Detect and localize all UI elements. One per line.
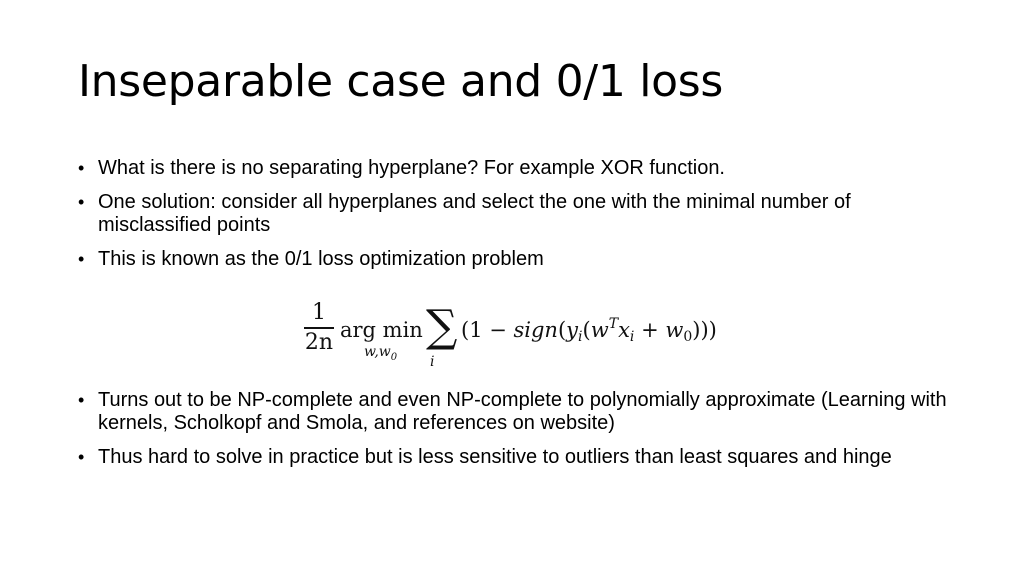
bullet-text: Thus hard to solve in practice but is less sensitive to outliers than least squares and hinge xyxy=(98,446,892,468)
argmin-subscript-index: 0 xyxy=(390,351,398,363)
bullet-dot: • xyxy=(78,249,85,269)
expr-w0: w xyxy=(665,318,684,342)
fraction-numerator: 1 xyxy=(312,300,326,325)
argmin-subscript-vars: w,w xyxy=(364,344,391,360)
sum-symbol: ∑ xyxy=(426,301,458,352)
bullet-text: Turns out to be NP-complete and even NP-complete to polynomially approximate (Learning with kernels, Scholkopf and Smola, and references on website) xyxy=(98,389,947,434)
loss-formula xyxy=(304,300,764,380)
bullet-list-bottom xyxy=(78,389,958,480)
expr-y-sub: i xyxy=(578,329,583,345)
expr-sign: sign xyxy=(513,318,558,342)
expr-paren: ( xyxy=(582,318,591,342)
bullet-item xyxy=(78,191,958,237)
argmin-subscript xyxy=(364,344,397,363)
expr-plus: + xyxy=(634,318,666,342)
expr-w: w xyxy=(590,318,609,342)
bullet-text: This is known as the 0/1 loss optimization problem xyxy=(98,248,544,270)
bullet-list-top xyxy=(78,157,958,282)
expr-x-sub: i xyxy=(629,329,635,345)
expr-y: y xyxy=(566,318,579,342)
bullet-item xyxy=(78,446,958,469)
fraction xyxy=(304,300,334,356)
bullet-text: What is there is no separating hyperplane? For example XOR function. xyxy=(98,157,725,179)
bullet-dot: • xyxy=(78,192,85,212)
bullet-item xyxy=(78,157,958,180)
fraction-bar xyxy=(304,327,334,329)
expr-close: ))) xyxy=(692,318,717,342)
expr-w0-sub: 0 xyxy=(683,329,693,345)
bullet-dot: • xyxy=(78,158,85,178)
bullet-text: One solution: consider all hyperplanes and select the one with the minimal number of misclassified points xyxy=(98,191,851,236)
bullet-dot: • xyxy=(78,447,85,467)
sum-index: i xyxy=(430,354,435,370)
bullet-dot: • xyxy=(78,390,85,410)
slide-title: Inseparable case and 0/1 loss xyxy=(78,56,724,107)
fraction-denominator: 2n xyxy=(304,329,334,355)
expr-x: x xyxy=(618,318,630,342)
expr-w-sup: T xyxy=(608,316,619,332)
loss-expression xyxy=(461,316,717,345)
bullet-item xyxy=(78,248,958,271)
expr-paren: ( xyxy=(557,318,567,342)
expr-open: (1 − xyxy=(461,318,514,342)
bullet-item xyxy=(78,389,958,435)
argmin-operator: arg min xyxy=(340,318,423,342)
